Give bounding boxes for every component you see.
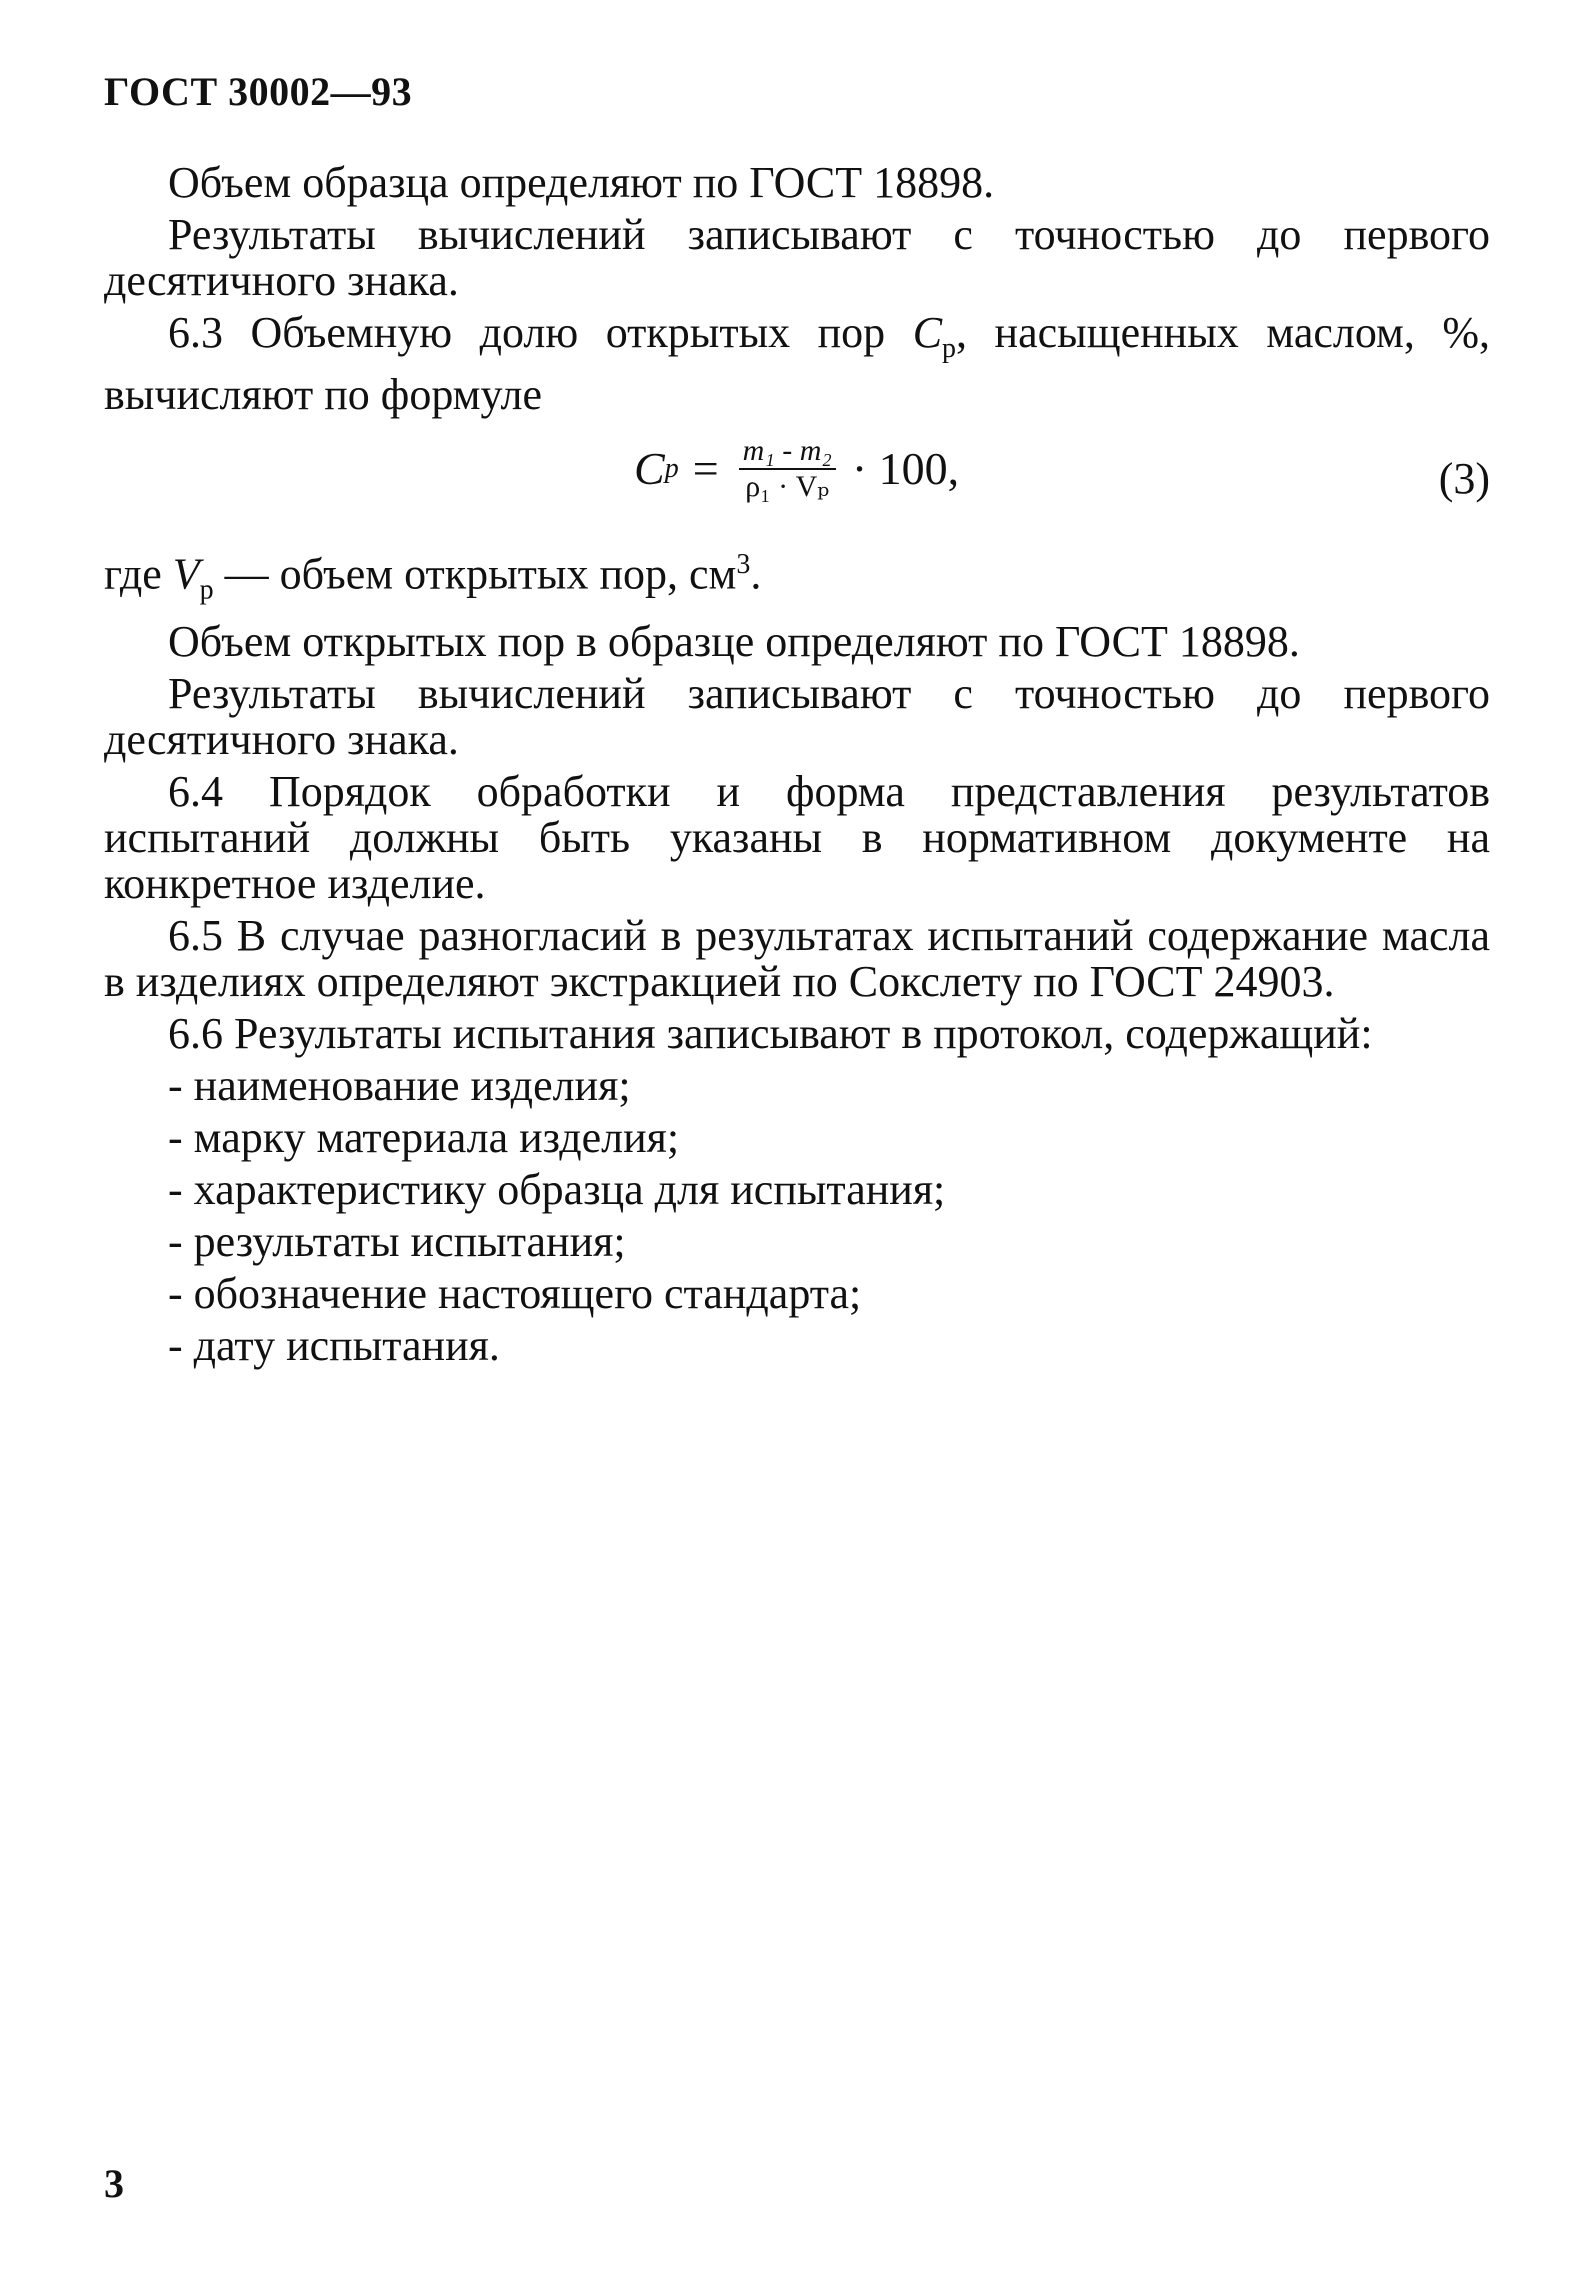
- document-header: ГОСТ 30002—93: [104, 69, 413, 114]
- paragraph-6-3-start: 6.3 Объемную долю открытых пор: [168, 308, 913, 357]
- formula-lhs-var: C: [634, 442, 665, 494]
- formula-3: [634, 434, 959, 504]
- paragraph-6-5: 6.5 В случае разногласий в результатах испытаний содержание масла в изделиях определяют экстракцией по Сокслету по ГОСТ 24903.: [104, 911, 1490, 1007]
- list-item: - характеристику образца для испытания;: [168, 1165, 946, 1215]
- paragraph-where: [104, 542, 1490, 613]
- vp-subscript: p: [199, 574, 214, 606]
- list-item: - наименование изделия;: [168, 1061, 631, 1111]
- where-mid: — объем открытых пор, см: [213, 549, 737, 599]
- paragraph-6-6: 6.6 Результаты испытания записывают в протокол, содержащий:: [168, 1009, 1373, 1059]
- formula-equals: =: [692, 442, 719, 494]
- where-end: .: [750, 549, 762, 599]
- formula-row: [104, 424, 1490, 542]
- paragraph-volume: Объем образца определяют по ГОСТ 18898.: [168, 158, 995, 207]
- paragraph-6-4: 6.4 Порядок обработки и форма представления результатов испытаний должны быть указаны в нормативном документе на конкретное изделие.: [104, 767, 1490, 909]
- paragraph-6-3: [104, 310, 1490, 418]
- formula-number: (3): [1438, 453, 1490, 503]
- page-number: 3: [104, 2161, 124, 2206]
- document-body: [104, 160, 1490, 1375]
- list-item: - результаты испытания;: [168, 1217, 626, 1267]
- protocol-list: [104, 1063, 1490, 1369]
- list-item: - обозначение настоящего стандарта;: [168, 1269, 862, 1319]
- formula-tail: · 100,: [851, 442, 960, 494]
- formula-fraction: [739, 434, 836, 504]
- list-item: - марку материала изделия;: [168, 1113, 680, 1163]
- cp-variable: C: [912, 308, 943, 357]
- list-item: - дату испытания.: [168, 1321, 500, 1371]
- cp-subscript: p: [942, 332, 957, 364]
- where-start: где: [104, 549, 173, 599]
- formula-denominator: ρ₁ · Vₚ: [745, 469, 830, 503]
- formula-lhs-sub: p: [664, 452, 679, 484]
- paragraph-precision-1: Результаты вычислений записывают с точностью до первого десятичного знака.: [104, 210, 1490, 305]
- paragraph-6-3-end: , насыщенных маслом, %, вычисляют по формуле: [104, 308, 1491, 419]
- paragraph-precision-2: Результаты вычислений записывают с точностью до первого десятичного знака.: [104, 669, 1490, 765]
- formula-numerator: m₁ - m₂: [739, 434, 836, 470]
- vp-variable: V: [172, 549, 200, 599]
- where-superscript: 3: [736, 548, 751, 580]
- paragraph-open-pores-volume: Объем открытых пор в образце определяют по ГОСТ 18898.: [168, 617, 1300, 667]
